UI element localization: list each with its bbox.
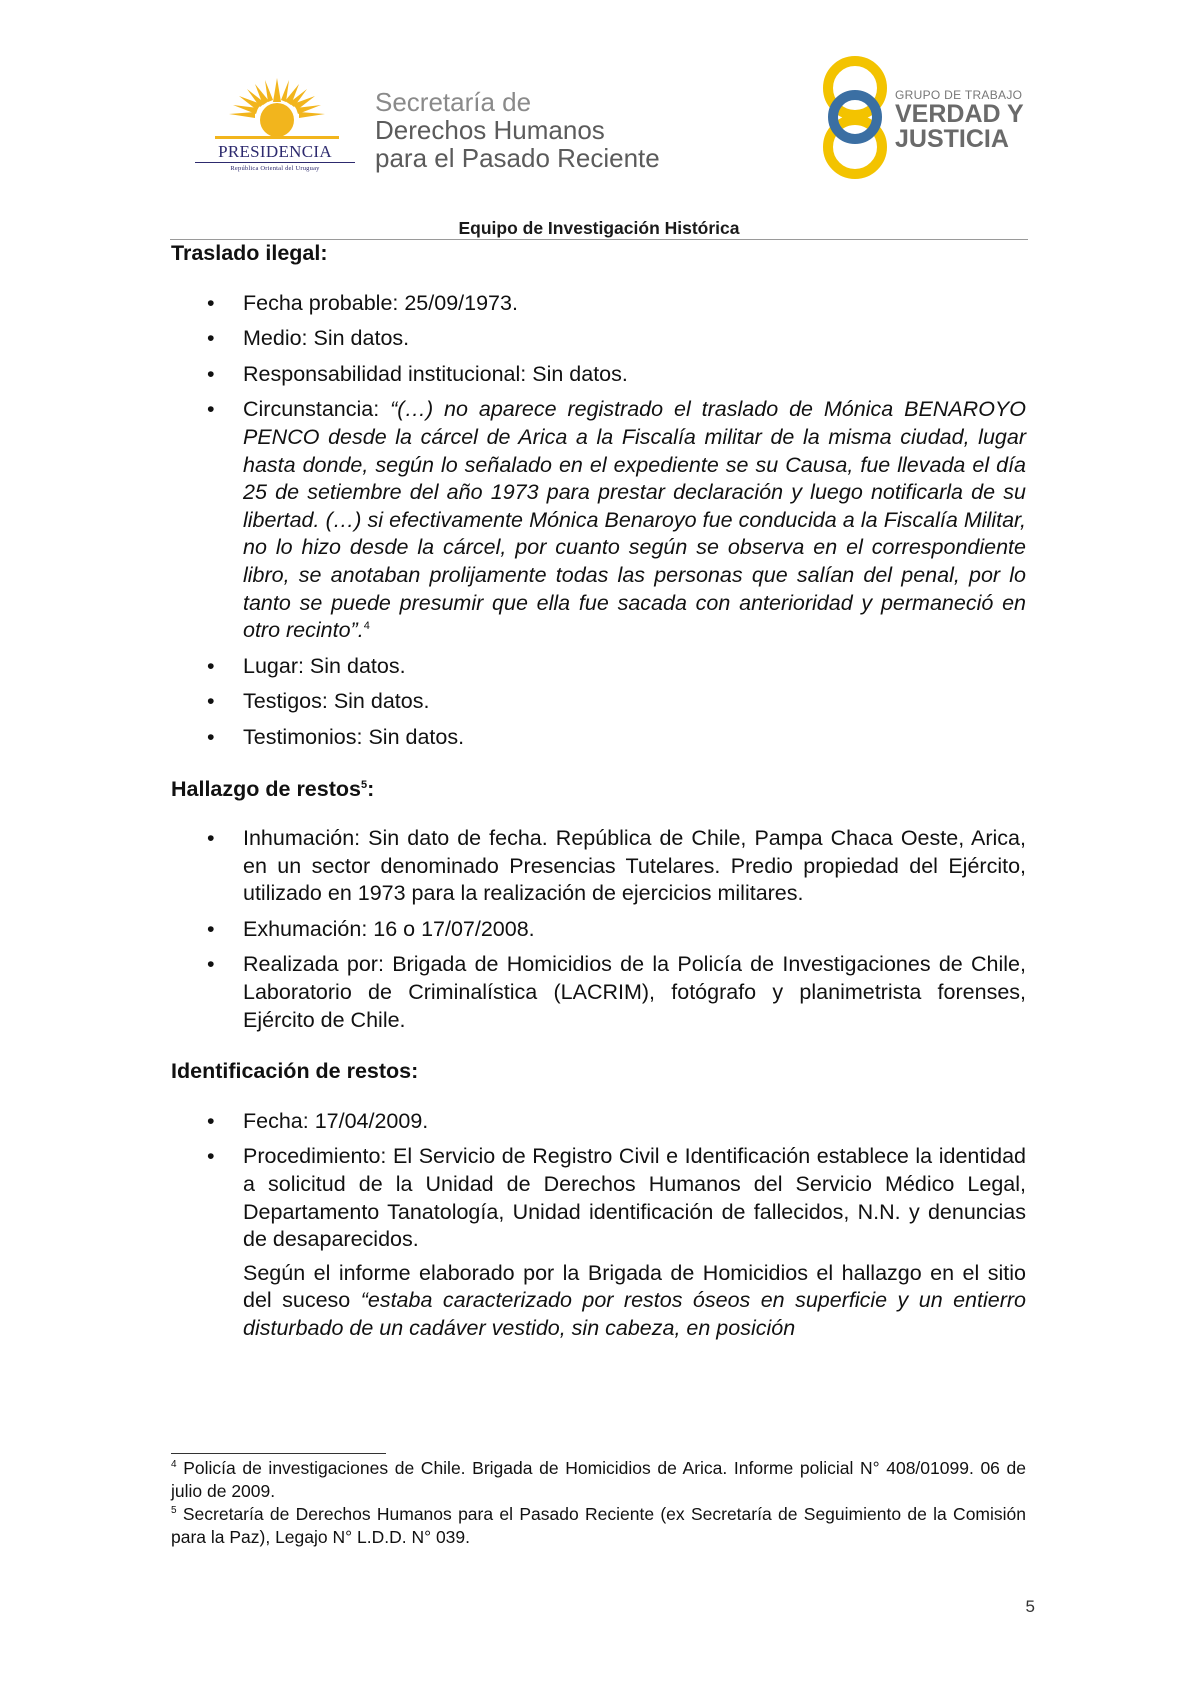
presidencia-logo (195, 78, 355, 178)
list-item-circunstancia: • Circunstancia: “(…) no aparece registrado el traslado de Mónica BENAROYO PENCO desde la cárcel de Arica a la Fiscalía militar de la misma ciudad, lugar hasta donde, según lo señalado en el expediente se su Causa, fue llevada el día 25 de setiembre del año 1973 para prestar declaración y luego notificarla de su libertad. (…) si efectivamente Mónica Benaroyo fue conducida a la Fiscalía Militar, no lo hizo desde la cárcel, por cuanto según se observa en el correspondiente libro, se anotaban prolijamente todas las personas que salían del penal, por lo tanto se puede presumir que ella fue sacada con anterioridad y permaneció en otro recinto”.$^4$ (207, 397, 1026, 643)
sun-emblem-icon (195, 78, 355, 144)
grupo-line1: VERDAD Y (895, 100, 1024, 128)
list-item: • Exhumación: 16 o 17/07/2008. (207, 916, 535, 941)
grupo-small-text: GRUPO DE TRABAJO (895, 88, 1023, 102)
circ-quote: “(…) no aparece registrado el traslado de Mónica BENAROYO PENCO desde la cárcel de Arica a la Fiscalía militar de la misma ciudad, lugar hasta donde, según lo señalado en el expediente se su Causa, fue llevada el día 25 de setiembre del año 1973 para prestar declaración y luego notificarla de su libertad. (…) si efectivamente Mónica Benaroyo fue conducida a la Fiscalía Militar, no lo hizo desde la cárcel, por cuanto según se observa en el correspondiente libro, se anotaban prolijamente todas las personas que salían del penal, por lo tanto se puede presumir que ella fue sacada con anterioridad y permaneció en otro recinto”. (243, 397, 1026, 643)
list-item: • Testigos: Sin datos. (207, 689, 430, 714)
document-body (171, 240, 1026, 1343)
informe-paragraph: Según el informe elaborado por la Brigada de Homicidios el hallazgo en el sitio del suceso “estaba caracterizado por restos óseos en superficie y un entierro disturbado de un cadáver vestido, sin cabeza, en posición (243, 1260, 1026, 1340)
list-item: • Medio: Sin datos. (207, 326, 410, 351)
grupo-line2: JUSTICIA (895, 125, 1009, 153)
secretaria-line3: para el Pasado Reciente (375, 143, 660, 173)
footnote-5: $^5$ Secretaría de Derechos Humanos para el Pasado Reciente (ex Secretaría de Seguimiento de la Comisión para la Paz), Legajo N° L.D.D. N° 039. (171, 1504, 1026, 1547)
page-header (0, 0, 1190, 200)
footnote-4: $^4$ Policía de investigaciones de Chile. Brigada de Homicidios de Arica. Informe policial N° 408/01099. 06 de julio de 2009. (171, 1458, 1026, 1501)
secretaria-title (375, 88, 715, 172)
footnote-separator (171, 1453, 386, 1454)
secretaria-line2: Derechos Humanos (375, 115, 605, 145)
list-item: • Lugar: Sin datos. (207, 653, 406, 678)
section-title-traslado: Traslado ilegal: (171, 241, 328, 265)
list-item: • Procedimiento: El Servicio de Registro Civil e Identificación establece la identidad a solicitud de la Unidad de Derechos Humanos del Servicio Médico Legal, Departamento Tanatología, Unidad identificación de fallecidos, N.N. y denuncias de desaparecidos. (207, 1144, 1026, 1252)
grupo-title (895, 102, 1024, 152)
footnotes (171, 1457, 1026, 1549)
footnote-ref-4[interactable]: 4 (363, 619, 370, 632)
footnote-ref-5[interactable]: 5 (360, 778, 368, 791)
presidencia-name: PRESIDENCIA (218, 142, 332, 161)
hallazgo-list (171, 825, 1026, 1034)
list-item: • Realizada por: Brigada de Homicidios de la Policía de Investigaciones de Chile, Laboratorio de Criminalística (LACRIM), fotógrafo y planimetrista forenses, Ejército de Chile. (207, 952, 1026, 1032)
identificacion-list (171, 1108, 1026, 1254)
circ-label: Circunstancia: (243, 397, 391, 422)
informe-quote: “estaba caracterizado por restos óseos en superficie y un entierro disturbado de un cadáver vestido, sin cabeza, en posición (243, 1288, 1026, 1340)
section-title-hallazgo: Hallazgo de restos$^5$: (171, 776, 375, 801)
traslado-list (171, 290, 1026, 752)
secretaria-line1: Secretaría de (375, 87, 532, 117)
team-heading: Equipo de Investigación Histórica (458, 218, 740, 238)
section-title-identificacion: Identificación de restos: (171, 1059, 419, 1084)
interlocked-rings-icon (820, 55, 890, 180)
presidencia-divider (195, 162, 355, 163)
presidencia-subtitle: República Oriental del Uruguay (230, 165, 320, 172)
list-item: • Fecha: 17/04/2009. (207, 1108, 429, 1133)
list-item: • Fecha probable: 25/09/1973. (207, 290, 518, 315)
list-item: • Responsabilidad institucional: Sin datos. (207, 361, 628, 386)
list-item: • Inhumación: Sin dato de fecha. República de Chile, Pampa Chaca Oeste, Arica, en un sector denominado Presencias Tutelares. Predio propiedad del Ejército, utilizado en 1973 para la realización de ejercicios militares. (207, 826, 1026, 906)
page-number: 5 (1025, 1597, 1035, 1616)
verdad-justicia-logo (820, 55, 1030, 185)
list-item: • Testimonios: Sin datos. (207, 724, 465, 749)
